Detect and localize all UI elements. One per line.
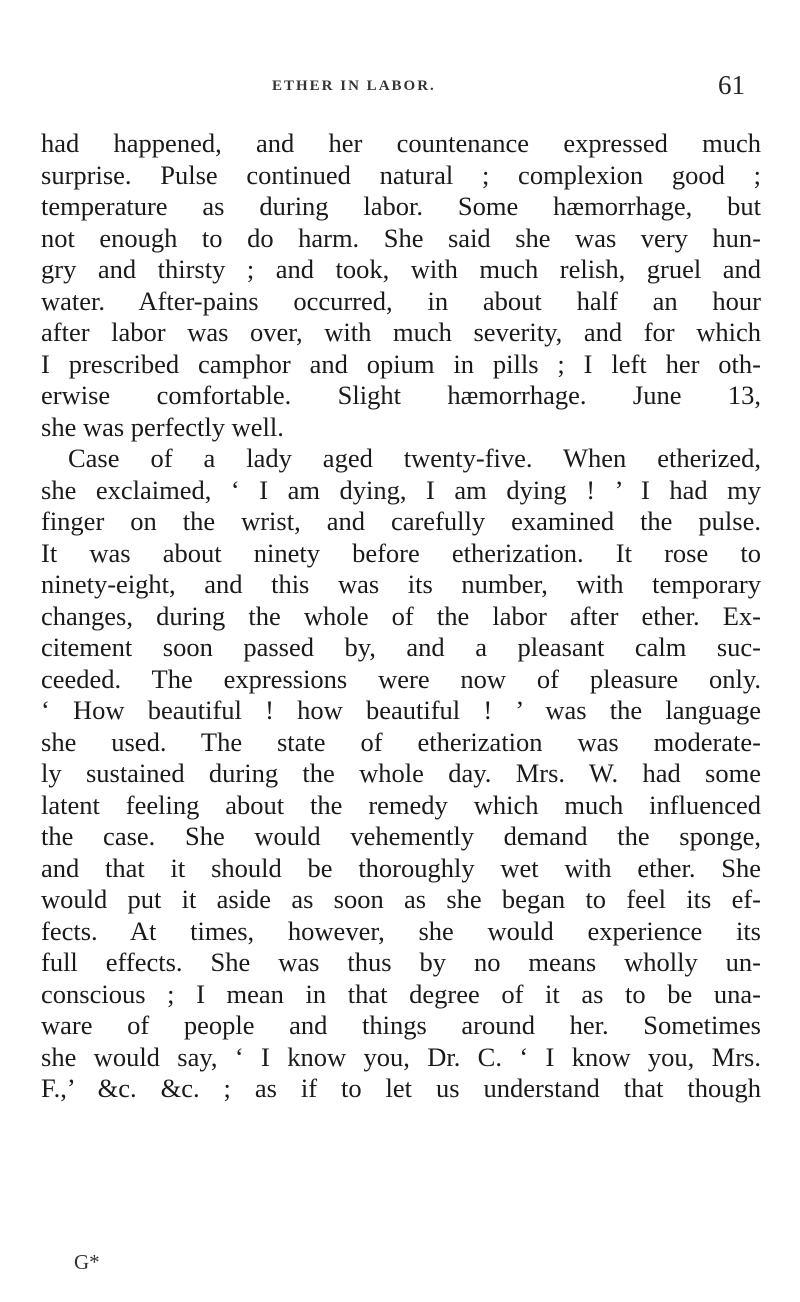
- paragraph-start-line: Case of a lady aged twenty-five. When etherized,: [68, 443, 761, 473]
- text-line: would put it aside as soon as she began to feel its ef-: [41, 884, 761, 914]
- text-line: full effects. She was thus by no means wholly un-: [41, 947, 761, 977]
- signature-mark: G*: [74, 1250, 100, 1274]
- text-line: water. After-pains occurred, in about half an hour: [41, 285, 761, 316]
- text-line: erwise comfortable. Slight hæmorrhage. June 13,: [41, 380, 761, 410]
- text-line: not enough to do harm. She said she was very hun-: [41, 222, 761, 253]
- text-line: ‘ How beautiful ! how beautiful ! ’ was the language: [41, 695, 761, 725]
- text-line: citement soon passed by, and a pleasant calm suc-: [41, 632, 761, 662]
- text-line: after labor was over, with much severity, and for which: [41, 317, 761, 347]
- text-line: the case. She would vehemently demand the sponge,: [41, 821, 761, 851]
- text-line: ly sustained during the whole day. Mrs. W. had some: [41, 758, 761, 788]
- text-line: finger on the wrist, and carefully examined the pulse.: [41, 506, 761, 536]
- text-line: surprise. Pulse continued natural ; complexion good ;: [41, 159, 761, 190]
- text-line: ceeded. The expressions were now of pleasure only.: [41, 663, 761, 694]
- page-number: 61: [718, 70, 745, 100]
- text-line: I prescribed camphor and opium in pills ; I left her oth-: [41, 348, 761, 379]
- text-line: F.,’ &c. &c. ; as if to let us understand that though: [41, 1073, 761, 1103]
- text-line: conscious ; I mean in that degree of it as to be una-: [41, 978, 761, 1009]
- text-line: gry and thirsty ; and took, with much relish, gruel and: [41, 254, 761, 284]
- text-line: she used. The state of etherization was moderate-: [41, 726, 761, 757]
- text-line: ninety-eight, and this was its number, with temporary: [41, 569, 761, 599]
- text-line: she would say, ‘ I know you, Dr. C. ‘ I know you, Mrs.: [41, 1041, 761, 1072]
- running-title: ETHER IN LABOR.: [272, 78, 436, 94]
- text-line: ware of people and things around her. Sometimes: [41, 1010, 761, 1040]
- text-line: she exclaimed, ‘ I am dying, I am dying ! ’ I had my: [41, 474, 761, 505]
- text-line: fects. At times, however, she would experience its: [41, 915, 761, 946]
- text-line: and that it should be thoroughly wet with ether. She: [41, 852, 761, 883]
- text-line: latent feeling about the remedy which much influenced: [41, 789, 761, 820]
- text-line: temperature as during labor. Some hæmorrhage, but: [41, 191, 761, 221]
- body-text: [41, 128, 761, 1105]
- paragraph-end-line: she was perfectly well.: [41, 411, 284, 442]
- text-line: It was about ninety before etherization. It rose to: [41, 537, 761, 568]
- text-line: had happened, and her countenance expressed much: [41, 128, 761, 158]
- text-line: changes, during the whole of the labor after ether. Ex-: [41, 600, 761, 631]
